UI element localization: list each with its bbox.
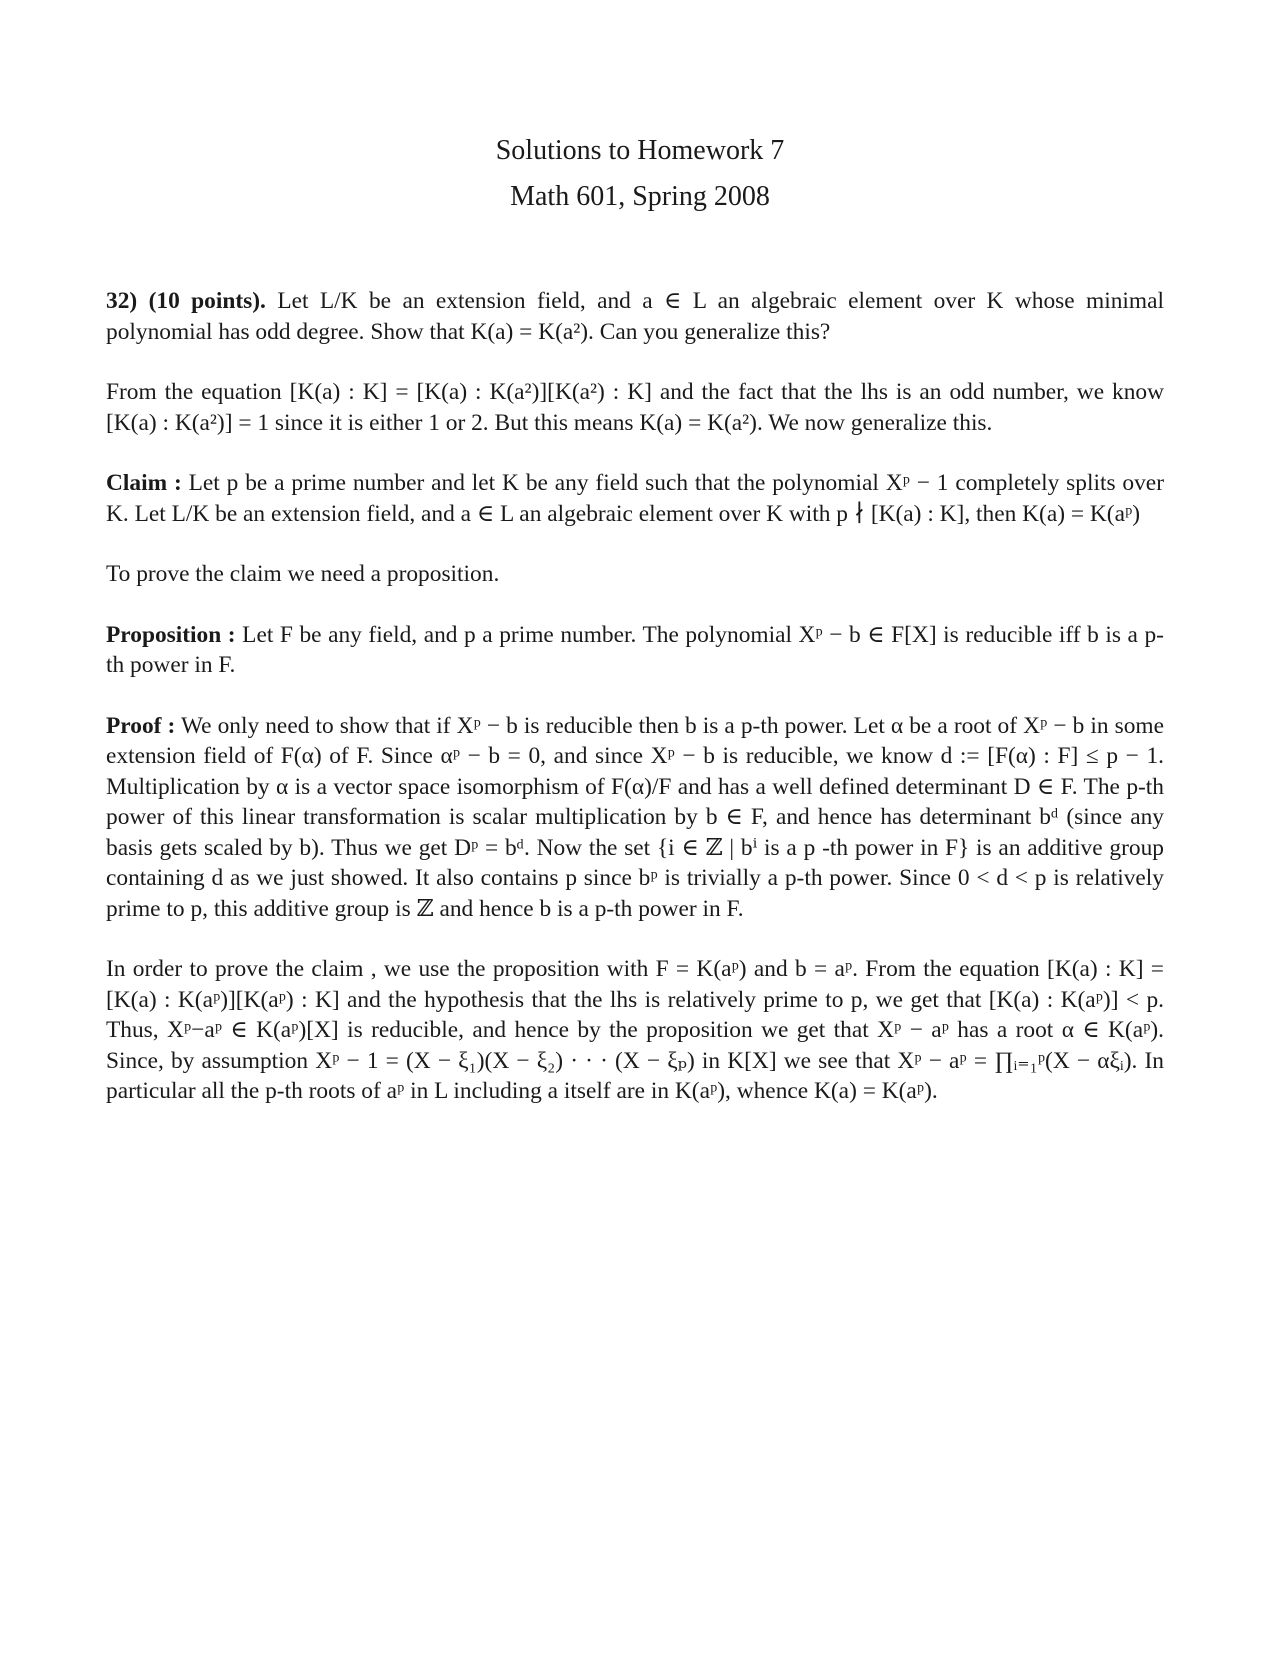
proof-text: We only need to show that if Xᵖ − b is reducible then b is a p-th power. Let α be a root of Xᵖ − b in some extension field of F(α) of F. Since αᵖ − b = 0, and since Xᵖ − b is reducible, we know d := [F(α) : F] ≤ p − 1. Multiplication by α is a vector space isomorphism of F(α)/F and has a well defined determinant D ∈ F. The p-th power of this linear transformation is scalar multiplication by b ∈ F, and hence has determinant bᵈ (since any basis gets scaled by b). Thus we get Dᵖ = bᵈ. Now the set {i ∈ ℤ | bⁱ is a p -th power in F} is an additive group containing d as we just showed. It also contains p since bᵖ is trivially a p-th power. Since 0 < d < p is relatively prime to p, this additive group is ℤ and hence b is a p-th power in F. <box>106 712 1164 922</box>
conclusion-text: In order to prove the claim , we use the proposition with F = K(aᵖ) and b = aᵖ. From the equation [K(a) : K] = [K(a) : K(aᵖ)][K(aᵖ) : K] and the hypothesis that the lhs is relatively prime to p, we get that [K(a) : K(aᵖ)] < p. Thus, Xᵖ−aᵖ ∈ K(aᵖ)[X] is reducible, and hence by the proposition we get that Xᵖ − aᵖ has a root α ∈ K(aᵖ). Since, by assumption Xᵖ − 1 = (X − ξ₁)(X − ξ₂) · · · (X − ξₚ) in K[X] we see that Xᵖ − aᵖ = ∏ᵢ₌₁ᵖ(X − αξᵢ). In particular all the p-th roots of aᵖ in L including a itself are in K(aᵖ), whence K(a) = K(aᵖ). <box>106 956 1164 1104</box>
proof-label: Proof : <box>106 712 176 739</box>
intro-text: To prove the claim we need a proposition. <box>106 561 500 587</box>
solution-text: From the equation [K(a) : K] = [K(a) : K(a²)][K(a²) : K] and the fact that the lhs is an odd number, we know [K(a) : K(a²)] = 1 since it is either 1 or 2. But this means K(a) = K(a²). We now generalize this. <box>106 379 1164 436</box>
proposition-text: Let F be any field, and p a prime number. The polynomial Xᵖ − b ∈ F[X] is reducible iff b is a p-th power in F. <box>106 621 1164 678</box>
problem-text: Let L/K be an extension field, and a ∈ L an algebraic element over K whose minimal polynomial has odd degree. Show that K(a) = K(a²). Can you generalize this? <box>106 288 1164 345</box>
solution-paragraph <box>106 377 1164 438</box>
intro-paragraph <box>106 559 1164 590</box>
problem-label: 32) (10 points). <box>106 288 266 314</box>
proposition-paragraph <box>106 620 1164 681</box>
claim-text: Let p be a prime number and let K be any field such that the polynomial Xᵖ − 1 completely splits over K. Let L/K be an extension field, and a ∈ L an algebraic element over K with p ∤ [K(a) : K], then K(a) = K(aᵖ) <box>106 470 1164 527</box>
claim-label: Claim : <box>106 470 182 496</box>
document-body <box>106 286 1164 1137</box>
proof-paragraph <box>106 711 1164 925</box>
document-title: Solutions to Homework 7 <box>495 135 785 166</box>
course-subtitle: Math 601, Spring 2008 <box>510 181 770 212</box>
problem-statement <box>106 286 1164 347</box>
title-block <box>0 128 1280 220</box>
conclusion-paragraph <box>106 954 1164 1107</box>
proposition-label: Proposition : <box>106 621 236 648</box>
claim-paragraph <box>106 468 1164 529</box>
